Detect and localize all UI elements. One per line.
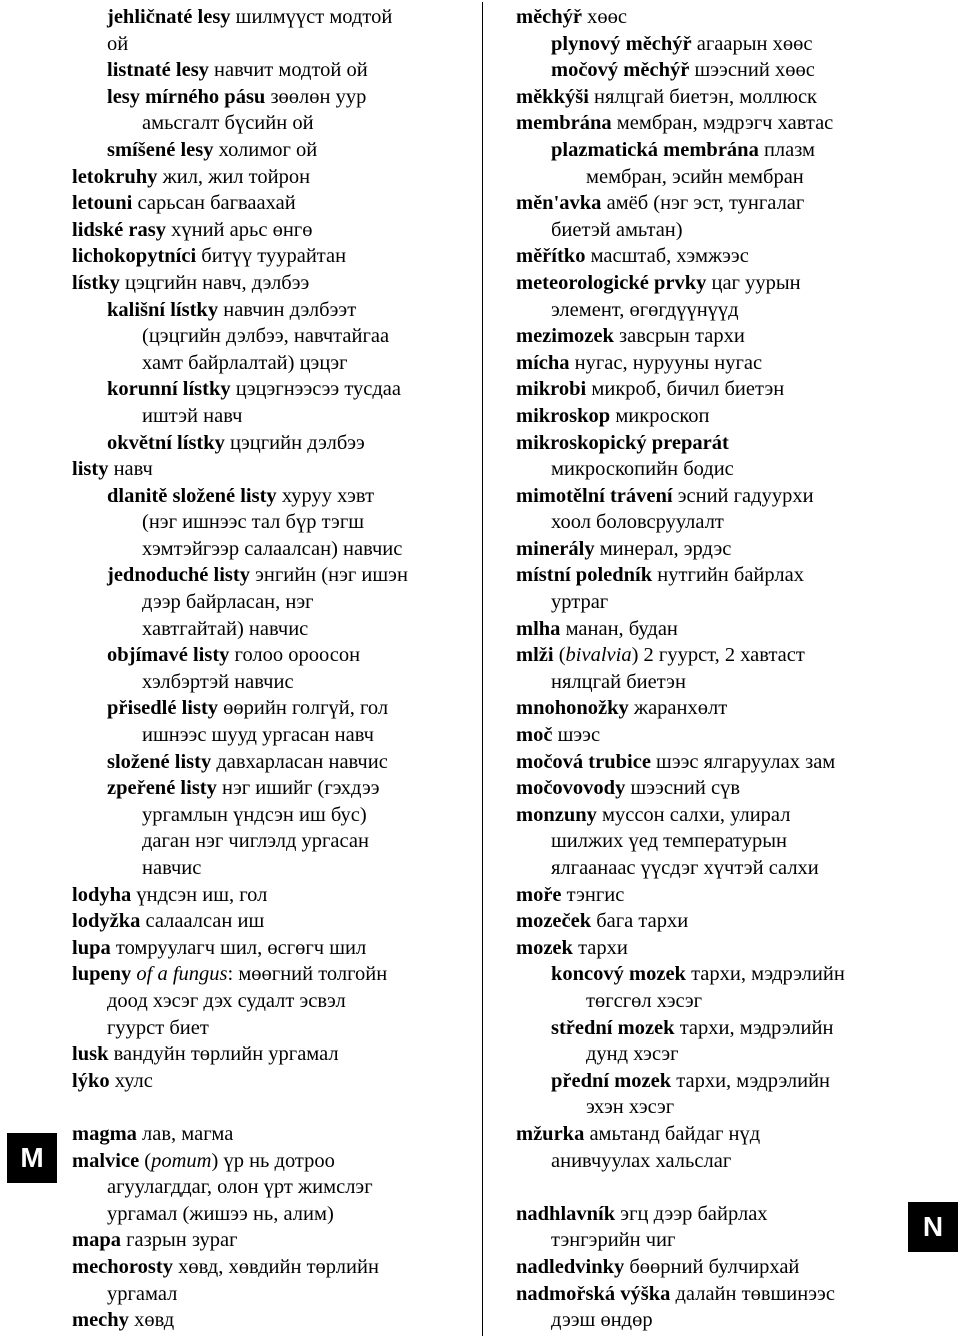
entry-definition: хамт байрлалтай) цэцэг: [142, 351, 348, 374]
entry-continuation: [516, 164, 946, 191]
section-tab-n: N: [908, 1202, 958, 1252]
entry-definition: цэцгийн дэлбээ: [230, 431, 365, 454]
dictionary-entry: [516, 536, 946, 563]
entry-definition: навчин дэлбээт: [223, 298, 357, 321]
entry-definition: лав, магма: [142, 1122, 234, 1145]
column-divider: [482, 2, 483, 1336]
dictionary-entry: [72, 57, 476, 84]
dictionary-entry: [72, 1068, 476, 1095]
entry-headword: dlanitě složené listy: [107, 484, 277, 507]
entry-definition: of a fungus: мөөгний толгойн: [136, 963, 388, 986]
entry-definition: хүний арьс өнгө: [171, 218, 313, 241]
entry-continuation: [72, 589, 476, 616]
entry-definition: битүү туурайтан: [201, 245, 347, 268]
entry-headword: lidské rasy: [72, 218, 166, 241]
entry-continuation: [72, 536, 476, 563]
entry-definition: бөөрний булчирхай: [629, 1255, 800, 1278]
entry-definition: (pomum) үр нь дотроо: [144, 1149, 335, 1172]
entry-definition: минерал, эрдэс: [599, 537, 732, 560]
dictionary-entry: [72, 483, 476, 510]
entry-definition: хөөс: [587, 6, 628, 28]
entry-definition: масштаб, хэмжээс: [590, 245, 749, 268]
dictionary-entry: [516, 323, 946, 350]
entry-definition: вандуйн төрлийн ургамал: [113, 1043, 339, 1066]
entry-headword: letouni: [72, 192, 133, 215]
dictionary-entry: [516, 961, 946, 988]
entry-definition: ой: [107, 32, 129, 55]
entry-headword: mapa: [72, 1229, 121, 1252]
dictionary-entry: [516, 1068, 946, 1095]
entry-definition: мембран, мэдрэгч хавтас: [616, 112, 834, 135]
entry-headword: mikroskopický preparát: [516, 431, 729, 454]
entry-headword: mezimozek: [516, 325, 614, 348]
entry-headword: lýko: [72, 1069, 110, 1092]
dictionary-entry: [516, 403, 946, 430]
dictionary-entry: [72, 961, 476, 988]
entry-definition: агуулагддаг, олон үрт жимслэг: [107, 1176, 373, 1199]
entry-headword: měřítko: [516, 245, 586, 268]
entry-definition: дээр байрласан, нэг: [142, 591, 314, 614]
entry-definition: бага тархи: [596, 910, 689, 933]
entry-continuation: [72, 855, 476, 882]
entry-definition: тархи, мэдрэлийн: [679, 1016, 834, 1039]
entry-headword: zpeřené listy: [107, 777, 217, 800]
dictionary-entry: [72, 84, 476, 111]
entry-headword: korunní lístky: [107, 378, 231, 401]
entry-headword: mozek: [516, 936, 573, 959]
entry-continuation: [72, 31, 476, 58]
dictionary-entry: [516, 775, 946, 802]
entry-definition: тэнгэрийн чиг: [551, 1229, 676, 1252]
entry-headword: letokruhy: [72, 165, 158, 188]
dictionary-entry: [516, 616, 946, 643]
entry-definition: салаалсан иш: [145, 910, 265, 933]
dictionary-entry: [72, 164, 476, 191]
entry-headword: plynový měchýř: [551, 32, 692, 55]
entry-headword: jehličnaté lesy: [107, 6, 231, 28]
entry-definition: плазм: [763, 138, 816, 161]
entry-headword: meteorologické prvky: [516, 271, 707, 294]
entry-headword: lupeny: [72, 963, 132, 986]
entry-headword: jednoduché listy: [107, 564, 250, 587]
entry-definition: биетэй амьтан): [551, 218, 683, 241]
dictionary-entry: [72, 430, 476, 457]
dictionary-entry: [516, 562, 946, 589]
dictionary-entry: [72, 562, 476, 589]
entry-continuation: [72, 1201, 476, 1228]
entry-headword: přední mozek: [551, 1069, 672, 1092]
dictionary-entry: [516, 882, 946, 909]
entry-definition: (bivalvia) 2 гуурст, 2 хавтаст: [558, 644, 805, 667]
entry-definition: шилжих үед температурын: [551, 830, 787, 853]
entry-definition: дунд хэсэг: [586, 1043, 679, 1066]
dictionary-entry: [72, 1041, 476, 1068]
entry-continuation: [516, 1041, 946, 1068]
entry-continuation: [72, 1174, 476, 1201]
entry-continuation: [72, 350, 476, 377]
entry-definition: шилмүүст модтой: [235, 6, 393, 28]
dictionary-entry: [72, 749, 476, 776]
dictionary-entry: [516, 1121, 946, 1148]
entry-headword: moč: [516, 724, 553, 747]
entry-headword: mechy: [72, 1309, 129, 1332]
entry-headword: močový měchýř: [551, 59, 690, 82]
dictionary-entry: [72, 243, 476, 270]
entry-headword: lesy mírného pásu: [107, 85, 266, 108]
dictionary-entry: [72, 190, 476, 217]
dictionary-entry: [516, 31, 946, 58]
entry-definition: газрын зураг: [126, 1229, 238, 1252]
entry-headword: mlha: [516, 617, 561, 640]
entry-definition: хавтгайтай) навчис: [142, 617, 309, 640]
dictionary-entry: [72, 270, 476, 297]
entry-continuation: [72, 509, 476, 536]
dictionary-entry: [516, 110, 946, 137]
entry-continuation: [72, 828, 476, 855]
entry-continuation: [516, 456, 946, 483]
dictionary-entry: [516, 57, 946, 84]
dictionary-entry: [516, 84, 946, 111]
entry-continuation: [516, 1148, 946, 1175]
entry-headword: listy: [72, 458, 109, 481]
entry-definition: төгсгөл хэсэг: [586, 989, 703, 1012]
entry-continuation: [72, 1015, 476, 1042]
entry-definition: шээсний сүв: [630, 777, 740, 800]
entry-headword: membrána: [516, 112, 612, 135]
entry-headword: měn'avka: [516, 192, 602, 215]
entry-headword: mlži: [516, 644, 554, 667]
entry-definition: нэг ишийг (гэхдээ: [222, 777, 380, 800]
entry-definition: навчис: [142, 857, 202, 879]
dictionary-entry: [516, 430, 946, 457]
entry-definition: иштэй навч: [142, 404, 243, 427]
dictionary-entry: [72, 217, 476, 244]
entry-definition: эгц дээр байрлах: [620, 1202, 768, 1225]
entry-headword: lodyžka: [72, 910, 141, 933]
dictionary-entry: [516, 1281, 946, 1308]
entry-definition: завсрын тархи: [619, 325, 745, 348]
entry-definition: нялцгай биетэн, моллюск: [594, 85, 818, 108]
entry-headword: přisedlé listy: [107, 697, 219, 720]
dictionary-entry: [72, 1227, 476, 1254]
entry-definition: амёб (нэг эст, тунгалаг: [606, 192, 805, 215]
entry-headword: mimotělní trávení: [516, 484, 673, 507]
entry-definition: (цэцгийн дэлбээ, навчтайгаа: [142, 325, 390, 348]
entry-headword: malvice: [72, 1149, 140, 1172]
dictionary-entry: [516, 642, 946, 669]
entry-definition: даган нэг чиглэлд ургасан: [142, 830, 369, 853]
dictionary-entry: [516, 270, 946, 297]
entry-definition: цэцгийн навч, дэлбээ: [124, 271, 310, 294]
entry-headword: měchýř: [516, 6, 583, 28]
dictionary-entry: [516, 190, 946, 217]
entry-definition: голоо ороосон: [234, 644, 361, 667]
left-column: [72, 4, 476, 1334]
entry-headword: mikroskop: [516, 404, 611, 427]
entry-headword: monzuny: [516, 803, 597, 826]
entry-definition: хэлбэртэй навчис: [142, 670, 294, 693]
entry-headword: mžurka: [516, 1122, 585, 1145]
section-gap: [516, 1174, 946, 1201]
entry-definition: нялцгай биетэн: [551, 670, 686, 693]
entry-headword: lodyha: [72, 883, 132, 906]
dictionary-entry: [516, 483, 946, 510]
entry-continuation: [516, 1227, 946, 1254]
entry-headword: mícha: [516, 351, 570, 374]
dictionary-entry: [516, 243, 946, 270]
entry-headword: koncový mozek: [551, 963, 686, 986]
entry-continuation: [516, 855, 946, 882]
entry-definition: гуурст биет: [107, 1016, 209, 1039]
dictionary-entry: [516, 722, 946, 749]
dictionary-entry: [72, 642, 476, 669]
entry-continuation: [516, 669, 946, 696]
dictionary-entry: [72, 908, 476, 935]
dictionary-entry: [516, 376, 946, 403]
entry-definition: микроскопийн бодис: [551, 458, 734, 481]
entry-definition: энгийн (нэг ишэн: [255, 564, 408, 587]
entry-definition: холимог ой: [218, 138, 318, 161]
entry-continuation: [72, 802, 476, 829]
entry-headword: lístky: [72, 271, 120, 294]
entry-continuation: [516, 297, 946, 324]
entry-definition: микроб, бичил биетэн: [591, 378, 785, 401]
entry-definition: томруулагч шил, өсгөгч шил: [115, 936, 367, 959]
entry-definition: далайн төвшинээс: [675, 1282, 835, 1305]
dictionary-entry: [516, 749, 946, 776]
entry-definition: анивчуулах хальслаг: [551, 1149, 732, 1172]
dictionary-entry: [72, 775, 476, 802]
entry-continuation: [516, 988, 946, 1015]
entry-headword: mechorosty: [72, 1255, 173, 1278]
entry-definition: жаранхөлт: [633, 697, 728, 720]
entry-definition: нугас, нурууны нугас: [574, 351, 763, 374]
entry-headword: magma: [72, 1122, 137, 1145]
entry-definition: үндсэн иш, гол: [136, 883, 268, 906]
entry-definition: уртраг: [551, 591, 609, 614]
entry-definition: эхэн хэсэг: [586, 1096, 675, 1119]
entry-definition: цаг уурын: [711, 271, 801, 294]
entry-headword: měkkýši: [516, 85, 589, 108]
dictionary-entry: [516, 1201, 946, 1228]
entry-definition: доод хэсэг дэх судалт эсвэл: [107, 989, 346, 1012]
entry-headword: nadhlavník: [516, 1202, 616, 1225]
dictionary-entry: [72, 1307, 476, 1334]
entry-definition: зөөлөн уур: [270, 85, 367, 108]
entry-headword: složené listy: [107, 750, 212, 773]
right-column: [516, 4, 946, 1334]
dictionary-entry: [72, 1148, 476, 1175]
entry-continuation: [516, 509, 946, 536]
entry-headword: střední mozek: [551, 1016, 675, 1039]
entry-definition: өөрийн голгүй, гол: [223, 697, 389, 720]
entry-definition: хөвд: [134, 1309, 175, 1332]
entry-definition: хоол боловсруулалт: [551, 511, 724, 534]
entry-definition: микроскоп: [615, 404, 710, 427]
entry-continuation: [72, 323, 476, 350]
dictionary-entry: [516, 908, 946, 935]
entry-continuation: [516, 217, 946, 244]
entry-continuation: [516, 828, 946, 855]
entry-headword: listnaté lesy: [107, 59, 209, 82]
entry-definition: цэцэгнээсээ тусдаа: [235, 378, 402, 401]
entry-definition: шээс: [557, 724, 601, 747]
entry-definition: эсний гадуурхи: [677, 484, 814, 507]
dictionary-entry: [516, 1254, 946, 1281]
entry-definition: жил, жил тойрон: [162, 165, 311, 188]
entry-definition: (нэг ишнээс тал бүр тэгш: [142, 511, 365, 534]
entry-definition: ургамлын үндсэн иш бус): [142, 803, 367, 826]
entry-headword: smíšené lesy: [107, 138, 214, 161]
entry-headword: plazmatická membrána: [551, 138, 759, 161]
entry-definition: ишнээс шууд ургасан навч: [142, 724, 374, 747]
dictionary-entry: [72, 1254, 476, 1281]
dictionary-entry: [516, 695, 946, 722]
dictionary-entry: [516, 4, 946, 31]
entry-headword: lusk: [72, 1043, 109, 1066]
dictionary-entry: [72, 297, 476, 324]
entry-headword: močovovody: [516, 777, 626, 800]
entry-headword: mozeček: [516, 910, 592, 933]
entry-continuation: [72, 403, 476, 430]
section-tab-m: M: [7, 1133, 57, 1183]
dictionary-entry: [72, 376, 476, 403]
entry-continuation: [516, 1307, 946, 1334]
entry-definition: ургамал (жишээ нь, алим): [107, 1202, 334, 1225]
entry-definition: ургамал: [107, 1282, 178, 1305]
entry-headword: okvětní lístky: [107, 431, 225, 454]
entry-definition: хулс: [114, 1069, 153, 1092]
entry-headword: místní poledník: [516, 564, 653, 587]
entry-definition: навчит модтой ой: [214, 59, 368, 82]
dictionary-entry: [516, 802, 946, 829]
entry-headword: moře: [516, 883, 562, 906]
entry-continuation: [516, 589, 946, 616]
entry-definition: амьтанд байдаг нүд: [589, 1122, 761, 1145]
dictionary-entry: [516, 350, 946, 377]
dictionary-entry: [72, 882, 476, 909]
dictionary-entry: [516, 935, 946, 962]
entry-continuation: [72, 988, 476, 1015]
dictionary-entry: [516, 137, 946, 164]
entry-definition: шээсний хөөс: [694, 59, 815, 82]
entry-definition: хөвд, хөвдийн төрлийн: [178, 1255, 379, 1278]
entry-definition: ялгаанаас үүсдэг хүчтэй салхи: [551, 857, 819, 879]
entry-definition: хэмтэйгээр салаалсан) навчис: [142, 537, 403, 560]
section-gap: [72, 1094, 476, 1121]
entry-definition: шээс ялгаруулах зам: [656, 750, 836, 773]
entry-headword: objímavé listy: [107, 644, 230, 667]
entry-headword: mnohonožky: [516, 697, 629, 720]
dictionary-entry: [72, 456, 476, 483]
entry-continuation: [72, 110, 476, 137]
entry-continuation: [72, 616, 476, 643]
entry-definition: элемент, өгөгдүүнүүд: [551, 298, 739, 321]
entry-definition: давхарласан навчис: [216, 750, 388, 773]
dictionary-entry: [72, 695, 476, 722]
dictionary-entry: [72, 1121, 476, 1148]
dictionary-entry: [72, 935, 476, 962]
dictionary-entry: [72, 137, 476, 164]
entry-definition: мембран, эсийн мембран: [586, 165, 804, 188]
dictionary-entry: [72, 4, 476, 31]
entry-headword: lupa: [72, 936, 111, 959]
entry-definition: тархи: [578, 936, 628, 959]
entry-headword: kališní lístky: [107, 298, 219, 321]
entry-headword: lichokopytníci: [72, 245, 197, 268]
entry-definition: амьсгалт бүсийн ой: [142, 112, 314, 135]
entry-definition: дээш өндөр: [551, 1309, 653, 1332]
entry-definition: тэнгис: [566, 883, 625, 906]
entry-definition: сарьсан багваахай: [137, 192, 296, 215]
entry-headword: mikrobi: [516, 378, 587, 401]
entry-definition: манан, будан: [565, 617, 678, 640]
entry-definition: тархи, мэдрэлийн: [676, 1069, 831, 1092]
entry-definition: нутгийн байрлах: [657, 564, 804, 587]
entry-headword: nadmořská výška: [516, 1282, 671, 1305]
dictionary-entry: [516, 1015, 946, 1042]
entry-definition: муссон салхи, улирал: [602, 803, 791, 826]
entry-definition: хуруу хэвт: [281, 484, 375, 507]
entry-continuation: [72, 669, 476, 696]
entry-headword: minerály: [516, 537, 595, 560]
entry-definition: агаарын хөөс: [696, 32, 813, 55]
entry-headword: nadledvinky: [516, 1255, 625, 1278]
entry-definition: навч: [113, 458, 153, 481]
entry-continuation: [516, 1094, 946, 1121]
entry-definition: тархи, мэдрэлийн: [691, 963, 845, 986]
entry-continuation: [72, 1281, 476, 1308]
entry-headword: močová trubice: [516, 750, 651, 773]
entry-continuation: [72, 722, 476, 749]
